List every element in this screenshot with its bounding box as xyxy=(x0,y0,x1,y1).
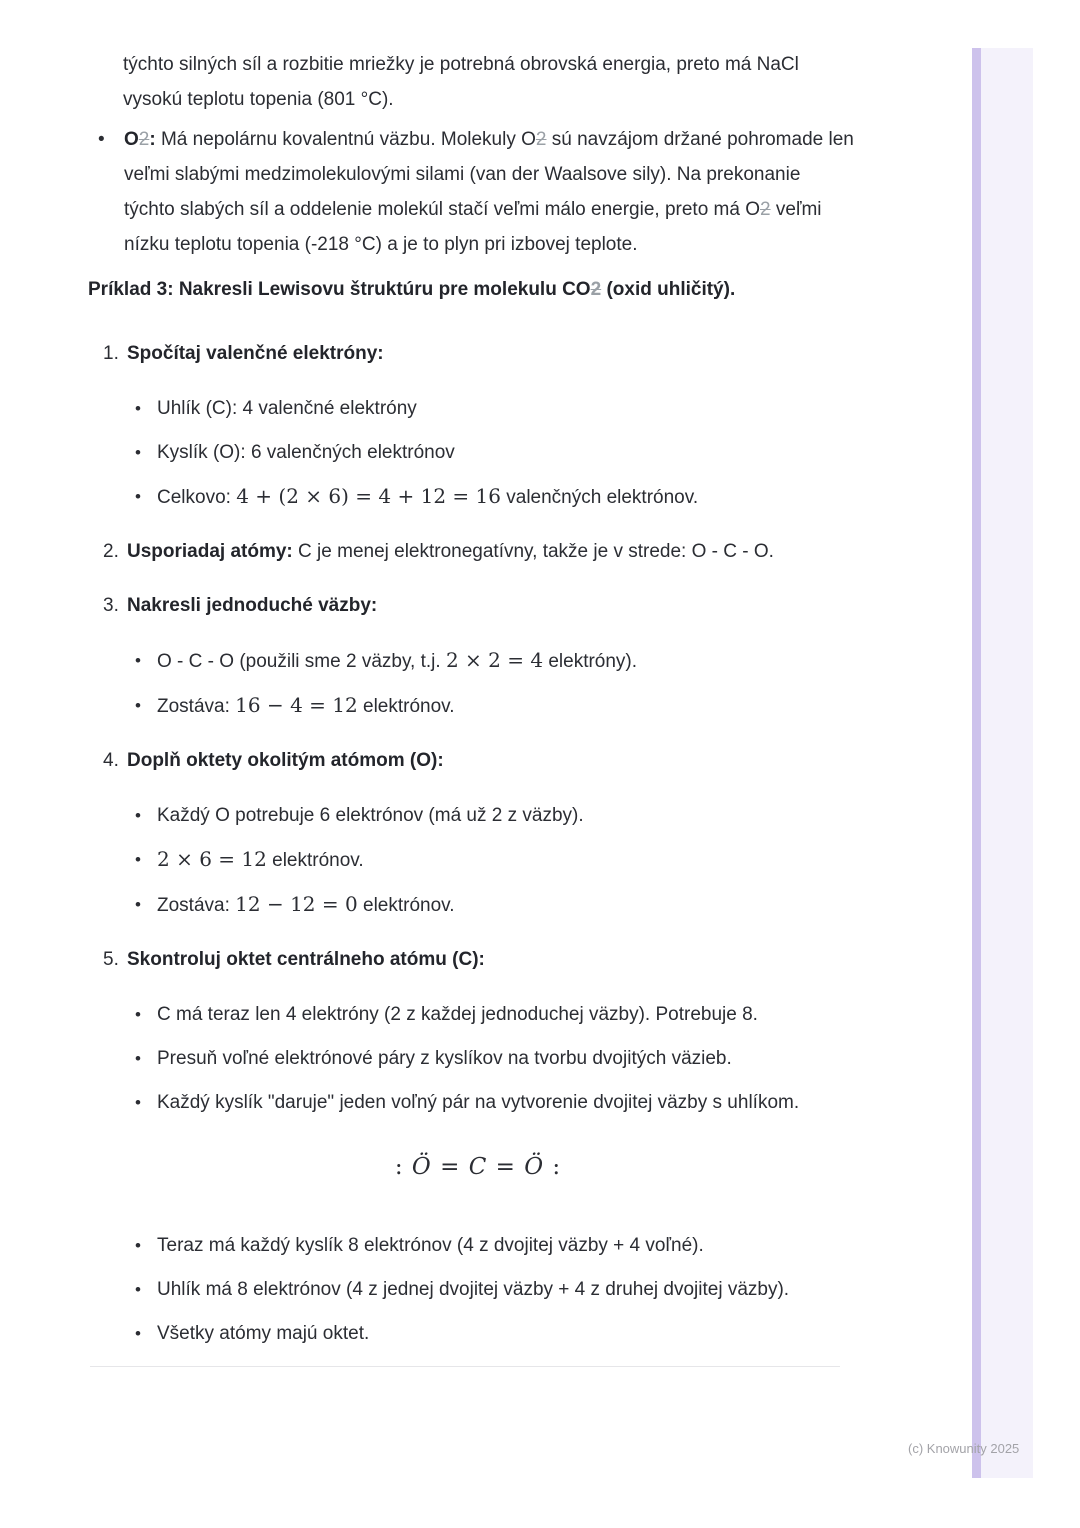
sub-bullet-item xyxy=(88,1228,868,1263)
sub-bullet-item xyxy=(88,479,868,515)
section-divider xyxy=(90,1366,840,1367)
text-run: Každý kyslík "daruje" jeden voľný pár na vytvorenie dvojitej väzby s uhlíkom. xyxy=(157,1092,800,1113)
bullet-icon: • xyxy=(135,1049,141,1068)
text-run: 2 × 6 = 12 elektrónov. xyxy=(157,847,364,871)
text-run: Uhlík má 8 elektrónov (4 z jednej dvojitej väzby + 4 z druhej dvojitej väzby). xyxy=(157,1279,790,1300)
text-run: Nakresli jednoduché väzby: xyxy=(127,595,378,616)
sub-bullet-item xyxy=(88,435,868,470)
bullet-icon: • xyxy=(135,1236,141,1255)
list-number: 3. xyxy=(103,595,119,616)
bullet-icon: • xyxy=(135,399,141,418)
sub-bullet-item xyxy=(88,798,868,833)
text-run: Kyslík (O): 6 valenčných elektrónov xyxy=(157,442,455,463)
bullet-icon: • xyxy=(135,895,141,914)
bullet-icon: • xyxy=(135,1280,141,1299)
watermark: (c) Knowunity 2025 xyxy=(908,1441,1020,1456)
list-number: 4. xyxy=(103,750,119,771)
bullet-item xyxy=(88,122,868,262)
text-run: Skontroluj oktet centrálneho atómu (C): xyxy=(127,949,485,970)
bullet-icon: • xyxy=(135,850,141,869)
text-run: O2: Má nepolárnu kovalentnú väzbu. Molekuly O2 sú navzájom držané pohromade len veľmi slabými medzimolekulovými silami (van der Waalsove sily). Na prekonanie týchto slabých síl a oddelenie molekúl stačí veľmi málo energie, preto má O2 veľmi nízku teplotu topenia (-218 °C) a je to plyn pri izbovej teplote. xyxy=(124,129,854,255)
lewis-structure-formula xyxy=(88,1149,868,1185)
sub-bullet-item xyxy=(88,643,868,679)
sub-bullet-item xyxy=(88,391,868,426)
numbered-item xyxy=(88,942,868,977)
sub-bullet-item xyxy=(88,1316,868,1351)
sub-bullet-item xyxy=(88,1085,868,1120)
text-run: Presuň voľné elektrónové páry z kyslíkov na tvorbu dvojitých väzieb. xyxy=(157,1048,732,1069)
text-run: Spočítaj valenčné elektróny: xyxy=(127,343,384,364)
bullet-icon: • xyxy=(135,1324,141,1343)
sub-bullet-item xyxy=(88,887,868,923)
bullet-icon: • xyxy=(135,651,141,670)
sub-bullet-item xyxy=(88,1272,868,1307)
bullet-icon: • xyxy=(135,696,141,715)
paragraph xyxy=(88,47,868,117)
bullet-icon: • xyxy=(135,1093,141,1112)
page-edge-strip xyxy=(972,48,1033,1478)
list-number: 2. xyxy=(103,541,119,562)
text-run: Príklad 3: Nakresli Lewisovu štruktúru pre molekulu CO2 (oxid uhličitý). xyxy=(88,279,736,300)
bullet-icon: • xyxy=(135,806,141,825)
text-run: Zostáva: 12 − 12 = 0 elektrónov. xyxy=(157,892,455,916)
text-run: Doplň oktety okolitým atómom (O): xyxy=(127,750,444,771)
text-run: : Ö = C = Ö : xyxy=(394,1154,562,1180)
section-heading xyxy=(88,272,868,307)
text-run: Celkovo: 4 + (2 × 6) = 4 + 12 = 16 valenčných elektrónov. xyxy=(157,484,699,508)
numbered-item xyxy=(88,588,868,623)
sub-bullet-item xyxy=(88,688,868,724)
text-run: C má teraz len 4 elektróny (2 z každej jednoduchej väzby). Potrebuje 8. xyxy=(157,1004,758,1025)
numbered-item xyxy=(88,534,868,569)
bullet-icon: • xyxy=(135,443,141,462)
sub-bullet-item xyxy=(88,842,868,878)
list-number: 5. xyxy=(103,949,119,970)
numbered-item xyxy=(88,336,868,371)
text-run: Usporiadaj atómy: C je menej elektronegatívny, takže je v strede: O - C - O. xyxy=(127,541,774,562)
text-run: Každý O potrebuje 6 elektrónov (má už 2 z väzby). xyxy=(157,805,584,826)
text-run: O - C - O (použili sme 2 väzby, t.j. 2 × 2 = 4 elektróny). xyxy=(157,648,638,672)
numbered-item xyxy=(88,743,868,778)
text-run: týchto silných síl a rozbitie mriežky je potrebná obrovská energia, preto má NaCl vysokú teplotu topenia (801 °C). xyxy=(123,54,799,110)
text-run: Teraz má každý kyslík 8 elektrónov (4 z dvojitej väzby + 4 voľné). xyxy=(157,1235,704,1256)
bullet-icon: • xyxy=(135,1005,141,1024)
text-run: Všetky atómy majú oktet. xyxy=(157,1323,370,1344)
text-run: Zostáva: 16 − 4 = 12 elektrónov. xyxy=(157,693,455,717)
sub-bullet-item xyxy=(88,1041,868,1076)
bullet-icon: • xyxy=(98,129,105,150)
document-content xyxy=(88,47,868,1367)
text-run: Uhlík (C): 4 valenčné elektróny xyxy=(157,398,417,419)
list-number: 1. xyxy=(103,343,119,364)
bullet-icon: • xyxy=(135,487,141,506)
sub-bullet-item xyxy=(88,997,868,1032)
